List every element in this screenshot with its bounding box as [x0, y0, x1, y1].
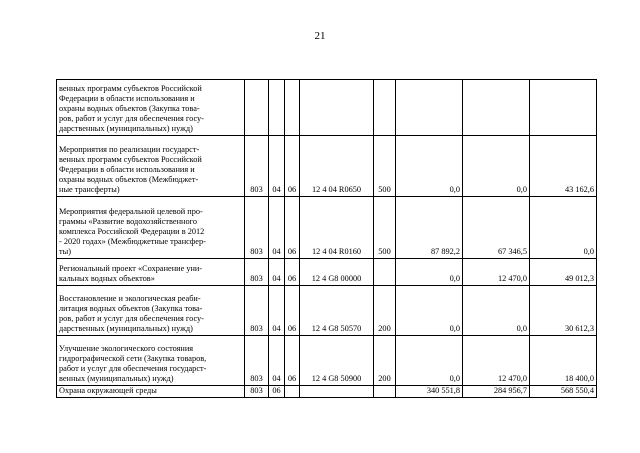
table-row — [57, 80, 597, 136]
row-name: Восстановление и экологическая реаби- литация водных объектов (Закупка това- ров, работ и услуг для обеспечения госу- дарственных (муниципальных) нужд) — [57, 286, 245, 336]
row-name: Региональный проект «Сохранение уни- кальных водных объектов» — [57, 259, 245, 286]
amount-year-3: 18 400,0 — [530, 336, 597, 386]
amount-year-1: 87 892,2 — [396, 197, 463, 259]
table-row — [57, 197, 597, 259]
expense-type-code: 500 — [374, 197, 396, 259]
amount-year-1 — [396, 80, 463, 136]
target-article-code: 12 4 04 R0650 — [300, 136, 374, 197]
table-row — [57, 259, 597, 286]
row-name: венных программ субъектов Российской Федерации в области использования и охраны водных объектов (Закупка това- ров, работ и услуг для обеспечения госу- дарственных (муниципальных) нужд) — [57, 80, 245, 136]
amount-year-2: 12 470,0 — [463, 259, 530, 286]
section-code: 04 — [269, 197, 285, 259]
amount-year-3 — [530, 80, 597, 136]
ministry-code — [245, 80, 269, 136]
amount-year-1: 340 551,8 — [396, 386, 463, 398]
ministry-code: 803 — [245, 136, 269, 197]
ministry-code: 803 — [245, 336, 269, 386]
budget-table — [56, 79, 597, 398]
subsection-code: 06 — [285, 286, 300, 336]
target-article-code: 12 4 G8 50900 — [300, 336, 374, 386]
amount-year-1: 0,0 — [396, 336, 463, 386]
page-number: 21 — [314, 30, 326, 42]
section-code: 06 — [269, 386, 285, 398]
amount-year-2 — [463, 80, 530, 136]
amount-year-3: 568 550,4 — [530, 386, 597, 398]
section-code: 04 — [269, 259, 285, 286]
amount-year-3: 30 612,3 — [530, 286, 597, 336]
expense-type-code: 200 — [374, 286, 396, 336]
table-row — [57, 286, 597, 336]
row-name: Мероприятия федеральной целевой про- граммы «Развитие водохозяйственного комплекса Российской Федерации в 2012 - 2020 годах» (Межбюджетные трансфер- ты) — [57, 197, 245, 259]
target-article-code — [300, 80, 374, 136]
amount-year-3: 43 162,6 — [530, 136, 597, 197]
subsection-code: 06 — [285, 259, 300, 286]
target-article-code — [300, 386, 374, 398]
subsection-code: 06 — [285, 136, 300, 197]
amount-year-2: 284 956,7 — [463, 386, 530, 398]
expense-type-code: 500 — [374, 136, 396, 197]
table-row — [57, 386, 597, 398]
subsection-code — [285, 80, 300, 136]
table-row — [57, 336, 597, 386]
expense-type-code — [374, 80, 396, 136]
ministry-code: 803 — [245, 197, 269, 259]
ministry-code: 803 — [245, 259, 269, 286]
amount-year-2: 0,0 — [463, 286, 530, 336]
amount-year-1: 0,0 — [396, 136, 463, 197]
row-name: Мероприятия по реализации государст- венных программ субъектов Российской Федерации в области использования и охраны водных объектов (Межбюджет- ные трансферты) — [57, 136, 245, 197]
row-name: Охрана окружающей среды — [57, 386, 245, 398]
expense-type-code: 200 — [374, 336, 396, 386]
amount-year-2: 67 346,5 — [463, 197, 530, 259]
amount-year-3: 49 012,3 — [530, 259, 597, 286]
table-row — [57, 136, 597, 197]
amount-year-1: 0,0 — [396, 259, 463, 286]
expense-type-code — [374, 259, 396, 286]
subsection-code — [285, 386, 300, 398]
amount-year-1: 0,0 — [396, 286, 463, 336]
amount-year-2: 0,0 — [463, 136, 530, 197]
target-article-code: 12 4 G8 50570 — [300, 286, 374, 336]
section-code: 04 — [269, 286, 285, 336]
section-code: 04 — [269, 136, 285, 197]
subsection-code: 06 — [285, 197, 300, 259]
expense-type-code — [374, 386, 396, 398]
subsection-code: 06 — [285, 336, 300, 386]
amount-year-2: 12 470,0 — [463, 336, 530, 386]
ministry-code: 803 — [245, 286, 269, 336]
ministry-code: 803 — [245, 386, 269, 398]
section-code — [269, 80, 285, 136]
target-article-code: 12 4 G8 00000 — [300, 259, 374, 286]
section-code: 04 — [269, 336, 285, 386]
target-article-code: 12 4 04 R0160 — [300, 197, 374, 259]
amount-year-3: 0,0 — [530, 197, 597, 259]
row-name: Улучшение экологического состояния гидрографической сети (Закупка товаров, работ и услуг для обеспечения государст- венных (муниципальных) нужд) — [57, 336, 245, 386]
